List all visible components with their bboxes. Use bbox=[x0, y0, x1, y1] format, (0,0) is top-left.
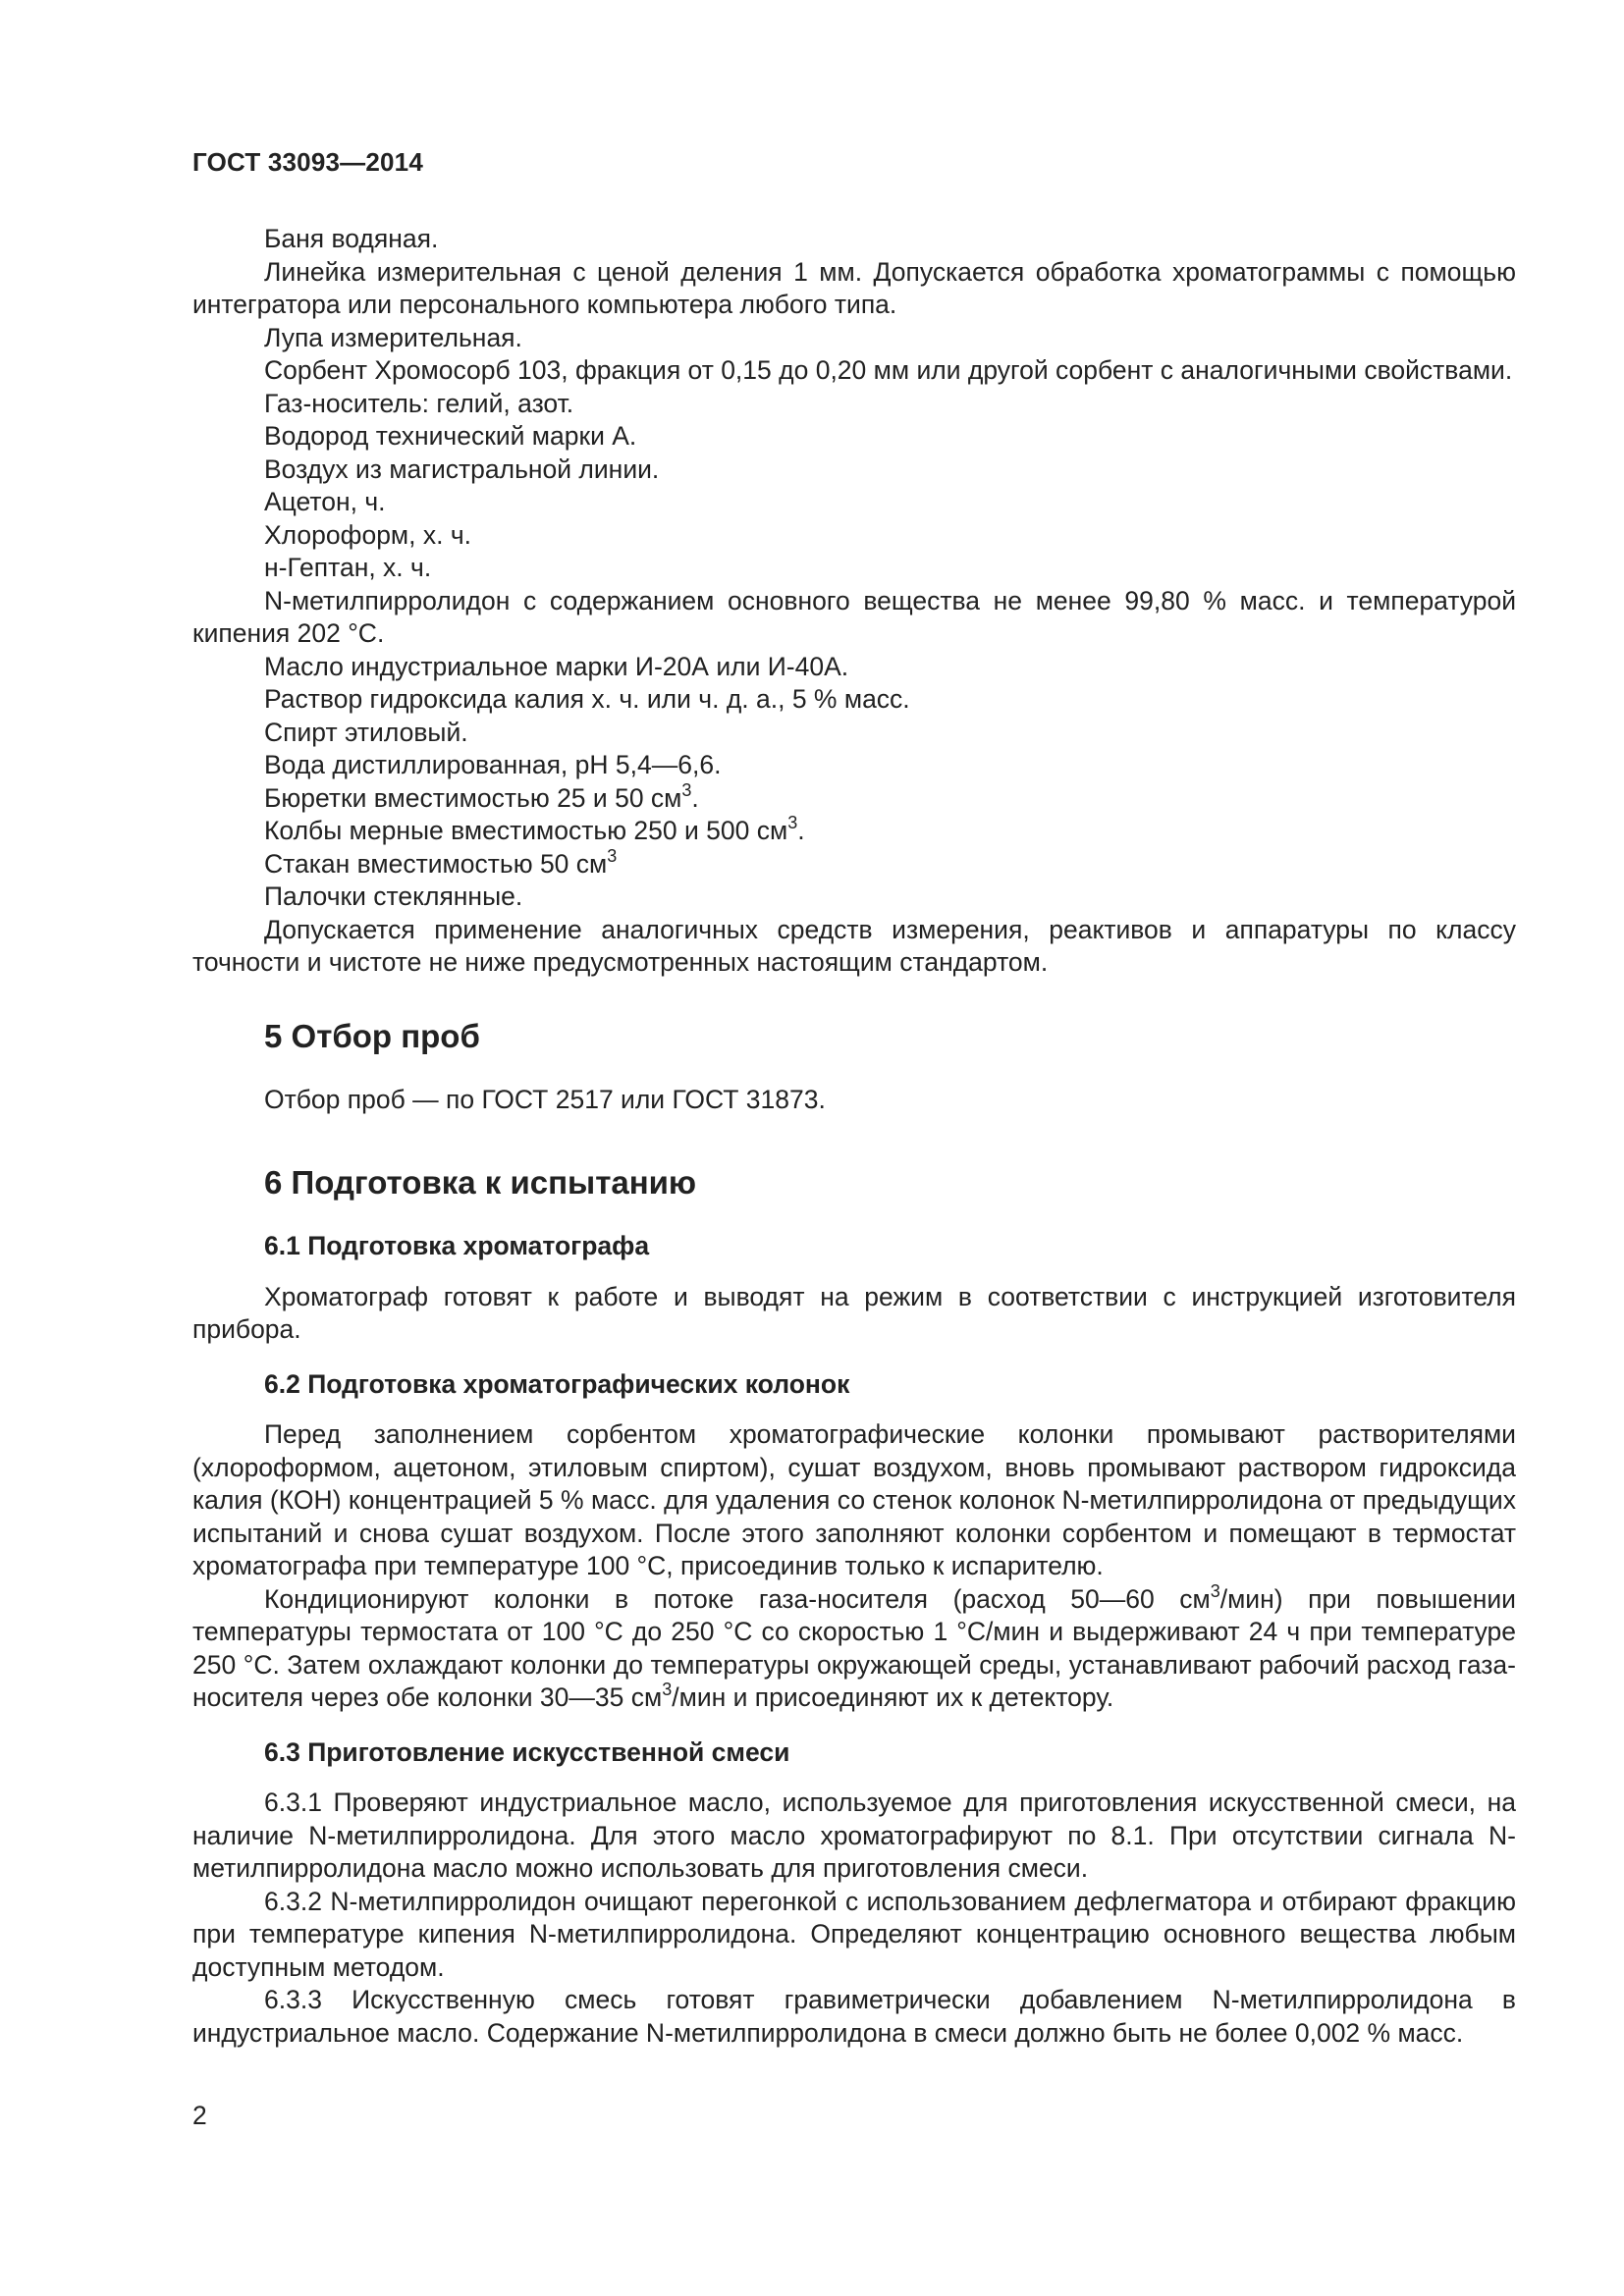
superscript: 3 bbox=[662, 1680, 673, 1700]
superscript: 3 bbox=[607, 845, 618, 866]
list-item: Палочки стеклянные. bbox=[264, 881, 523, 911]
equipment-list bbox=[192, 223, 1516, 980]
list-item: Раствор гидроксида калия х. ч. или ч. д. а., 5 % масс. bbox=[264, 684, 910, 714]
subsection-6-2-paragraph bbox=[192, 1580, 1516, 1715]
list-item: Линейка измерительная с ценой деления 1 мм. Допускается обработка хроматограммы с помощью интегратора или персонального компьютера любого типа. bbox=[192, 256, 1516, 319]
subsection-6-3-title: 6.3 Приготовление искусственной смеси bbox=[264, 1736, 790, 1767]
paragraph-text: Кондиционируют колонки в потоке газа-носителя (расход 50—60 см bbox=[264, 1583, 1211, 1614]
subsection-6-3-paragraph: 6.3.1 Проверяют индустриальное масло, используемое для приготовления искусственной смеси, на наличие N-метилпирролидона. Для этого масло хроматографируют по 8.1. При отсутствии сигнала N-метилпирролидона масло можно использовать для приготовления смеси. bbox=[192, 1788, 1516, 1883]
document-page bbox=[192, 147, 1516, 2050]
list-item: Лупа измерительная. bbox=[264, 322, 522, 352]
item-end: . bbox=[797, 816, 805, 845]
section-5-title: 5 Отбор проб bbox=[264, 1017, 480, 1054]
superscript: 3 bbox=[787, 813, 798, 833]
superscript: 3 bbox=[1210, 1580, 1220, 1601]
list-item: Баня водяная. bbox=[264, 224, 439, 253]
document-header: ГОСТ 33093—2014 bbox=[192, 147, 423, 177]
item-end: . bbox=[691, 782, 699, 813]
item-text: Стакан вместимостью 50 см bbox=[264, 848, 608, 879]
paragraph-text: /мин и присоединяют их к детектору. bbox=[672, 1682, 1114, 1712]
list-item: н-Гептан, х. ч. bbox=[264, 553, 432, 582]
section-6-title: 6 Подготовка к испытанию bbox=[264, 1164, 697, 1201]
subsection-6-3-paragraph: 6.3.2 N-метилпирролидон очищают перегонкой с использованием дефлегматора и отбирают фракцию при температуре кипения N-метилпирролидона. Определяют концентрацию основного вещества любым доступным методом. bbox=[192, 1886, 1516, 1982]
list-item: Водород технический марки А. bbox=[264, 421, 637, 451]
item-text: Бюретки вместимостью 25 и 50 см bbox=[264, 782, 682, 813]
subsection-6-1-title: 6.1 Подготовка хроматографа bbox=[264, 1231, 650, 1260]
list-item: Воздух из магистральной линии. bbox=[264, 454, 660, 484]
subsection-6-2-paragraph: Перед заполнением сорбентом хроматографические колонки промывают растворителями (хлороформом, ацетоном, этиловым спиртом), сушат воздухом, вновь промывают раствором гидроксида калия (КОН) концентрацией 5 % масс. для удаления со стенок колонок N-метилпирролидона от предыдущих испытаний и снова сушат воздухом. После этого заполняют колонки сорбентом и помещают в термостат хроматографа при температуре 100 °С, присоединив только к испарителю. bbox=[192, 1419, 1516, 1580]
list-item bbox=[192, 845, 1516, 881]
page-number: 2 bbox=[192, 2101, 207, 2130]
subsection-6-1-text: Хроматограф готовят к работе и выводят на режим в соответствии с инструкцией изготовителя прибора. bbox=[192, 1281, 1516, 1344]
list-item: Газ-носитель: гелий, азот. bbox=[264, 388, 574, 418]
item-text: Колбы мерные вместимостью 250 и 500 см bbox=[264, 816, 788, 845]
list-item: N-метилпирролидон с содержанием основного вещества не менее 99,80 % масс. и температурой кипения 202 °С. bbox=[192, 585, 1516, 648]
section-5-text: Отбор проб — по ГОСТ 2517 или ГОСТ 31873. bbox=[264, 1084, 826, 1114]
list-item bbox=[192, 779, 1516, 816]
subsection-6-3-paragraph: 6.3.3 Искусственную смесь готовят гравиметрически добавлением N-метилпирролидона в индустриальное масло. Содержание N-метилпирролидона в смеси должно быть не более 0,002 % масс. bbox=[192, 1985, 1516, 2048]
list-item: Ацетон, ч. bbox=[264, 487, 386, 516]
list-item bbox=[192, 815, 1516, 848]
superscript: 3 bbox=[681, 779, 692, 800]
allowance-paragraph: Допускается применение аналогичных средств измерения, реактивов и аппаратуры по классу точности и чистоте не ниже предусмотренных настоящим стандартом. bbox=[192, 914, 1516, 977]
list-item: Масло индустриальное марки И-20А или И-40А. bbox=[264, 651, 849, 681]
list-item: Вода дистиллированная, рН 5,4—6,6. bbox=[264, 750, 722, 779]
subsection-6-2-title: 6.2 Подготовка хроматографических колонок bbox=[264, 1368, 850, 1399]
paragraph-text: /мин) при повышении температуры термостата от 100 °С до 250 °С со скоростью 1 °С/мин и выдерживают 24 ч при температуре 250 °С. Затем охлаждают колонки до температуры окружающей среды, устанавливают рабочий расход газа-носителя через обе колонки 30—35 см bbox=[192, 1583, 1516, 1712]
list-item: Спирт этиловый. bbox=[264, 717, 468, 747]
list-item: Сорбент Хромосорб 103, фракция от 0,15 до 0,20 мм или другой сорбент с аналогичными свойствами. bbox=[264, 355, 1513, 385]
document-body bbox=[192, 223, 1516, 2050]
list-item: Хлороформ, х. ч. bbox=[264, 519, 472, 550]
